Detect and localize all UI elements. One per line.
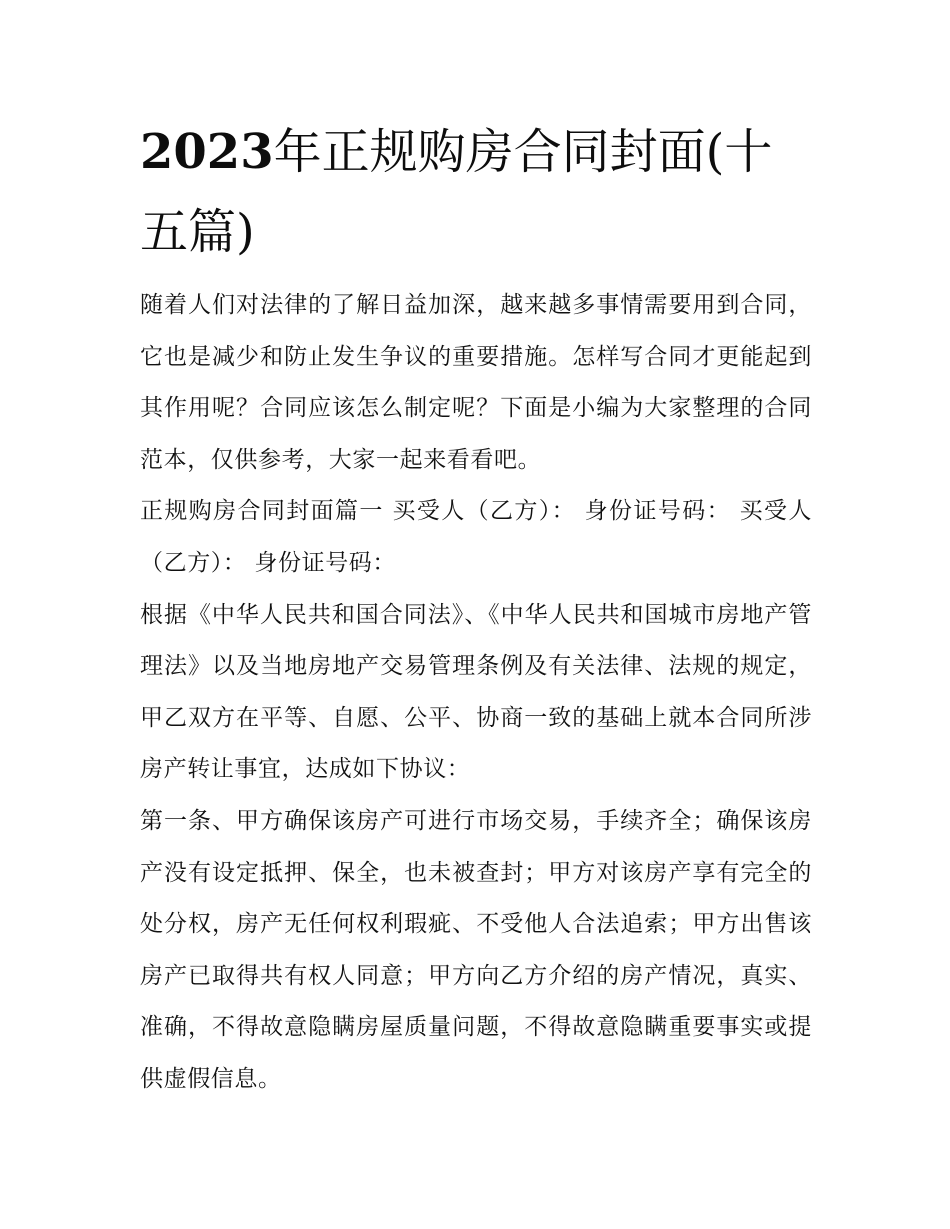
document-body	[140, 280, 812, 1106]
document-title	[140, 112, 820, 272]
title-text: 年正规购房合同封面(十五篇)	[140, 124, 773, 260]
intro-paragraph: 随着人们对法律的了解日益加深，越来越多事情需要用到合同，它也是减少和防止发生争议的重要措施。怎样写合同才更能起到其作用呢？合同应该怎么制定呢？下面是小编为大家整理的合同范本，仅供参考，大家一起来看看吧。	[140, 292, 812, 473]
article-one-paragraph: 第一条、甲方确保该房产可进行市场交易，手续齐全；确保该房产没有设定抵押、保全，也未被查封；甲方对该房产享有完全的处分权，房产无任何权利瑕疵、不受他人合法追索；甲方出售该房产已取得共有权人同意；甲方向乙方介绍的房产情况，真实、准确，不得故意隐瞒房屋质量问题，不得故意隐瞒重要事实或提供虚假信息。	[140, 807, 812, 1092]
buyer-info-paragraph: 正规购房合同封面篇一 买受人（乙方）： 身份证号码： 买受人（乙方）： 身份证号码：	[140, 498, 812, 576]
legal-basis-paragraph: 根据《中华人民共和国合同法》、《中华人民共和国城市房地产管理法》以及当地房地产交易管理条例及有关法律、法规的规定，甲乙双方在平等、自愿、公平、协商一致的基础上就本合同所涉房产转让事宜，达成如下协议：	[140, 601, 812, 783]
title-year: 2023	[140, 124, 274, 180]
